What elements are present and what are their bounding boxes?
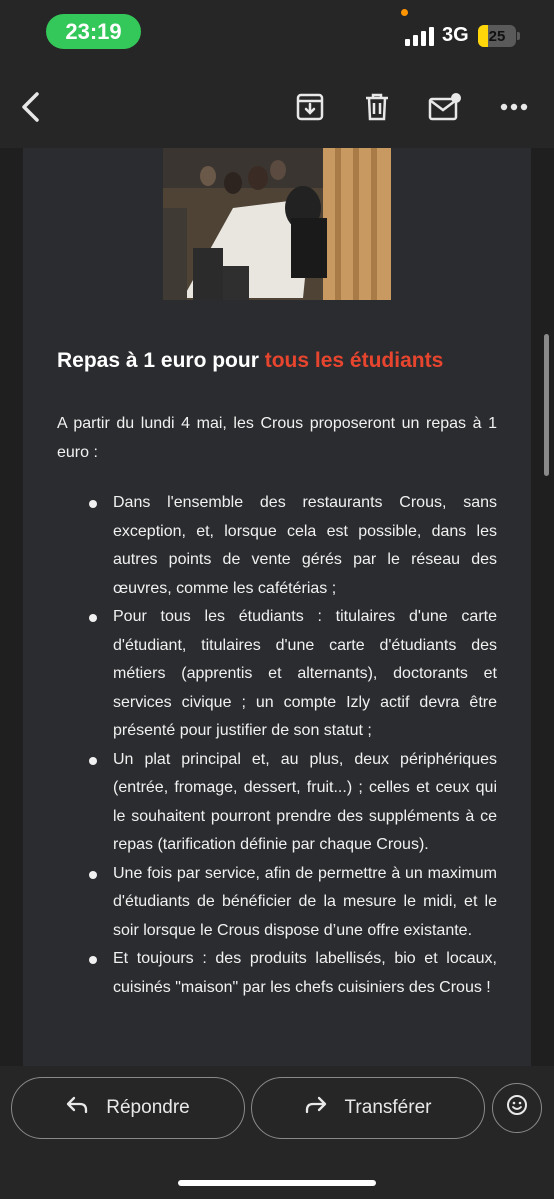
email-body: [23, 148, 531, 1066]
list-item: Une fois par service, afin de permettre à un maximum d'étudiants de bénéficier de la mesure le midi, et le soir lorsque le Crous dispose d’une offre existante.: [113, 860, 497, 946]
smiley-icon: [506, 1094, 528, 1122]
emoji-reaction-button[interactable]: [492, 1083, 542, 1133]
forward-button[interactable]: [251, 1077, 485, 1139]
list-item: Et toujours : des produits labellisés, bio et locaux, cuisinés "maison" par les chefs cuisiniers des Crous !: [113, 945, 497, 1002]
mark-unread-icon[interactable]: [425, 87, 465, 127]
scrollbar[interactable]: [544, 334, 549, 476]
bullet-list: [57, 489, 497, 1002]
bottom-action-bar: [0, 1066, 554, 1199]
forward-label: Transférer: [344, 1097, 432, 1118]
privacy-indicator-dot: [401, 9, 408, 16]
signal-strength-icon: [405, 26, 435, 46]
more-options-icon[interactable]: [494, 87, 534, 127]
battery-level: 25: [488, 27, 506, 45]
back-arrow-icon[interactable]: [11, 87, 51, 127]
email-scroll-area[interactable]: [0, 148, 554, 1066]
heading-accent: tous les étudiants: [264, 349, 444, 372]
network-type: 3G: [442, 24, 469, 46]
email-heading: [57, 349, 507, 373]
cafeteria-photo: [163, 148, 391, 300]
archive-icon[interactable]: [290, 87, 330, 127]
intro-paragraph: A partir du lundi 4 mai, les Crous proposeront un repas à 1 euro :: [57, 415, 497, 461]
heading-prefix: Repas à 1 euro pour: [57, 349, 265, 372]
reply-button[interactable]: [11, 1077, 245, 1139]
email-toolbar: [0, 66, 554, 148]
list-item: Dans l'ensemble des restaurants Crous, sans exception, et, lorsque cela est possible, dans les autres points de vente gérés par le réseau des œuvres, comme les cafétérias ;: [113, 489, 497, 603]
battery-tip: [517, 32, 520, 40]
reply-label: Répondre: [106, 1097, 190, 1118]
battery-icon: [478, 25, 516, 47]
trash-icon[interactable]: [357, 87, 397, 127]
status-bar: [0, 0, 554, 66]
status-time: 23:19: [46, 14, 141, 49]
forward-icon: [305, 1096, 327, 1120]
list-item: Un plat principal et, au plus, deux périphériques (entrée, fromage, dessert, fruit...) ; celles et ceux qui le souhaitent pourront prendre des suppléments à ce repas (tarification définie par chaque Crous).: [113, 746, 497, 860]
list-item: Pour tous les étudiants : titulaires d'une carte d'étudiant, titulaires d'une carte d'étudiants des métiers (apprentis et alternants), doctorants et services civique ; un compte Izly actif devra être présenté pour justifier de son statut ;: [113, 603, 497, 746]
email-content: [57, 410, 497, 1002]
reply-icon: [66, 1096, 88, 1120]
home-indicator[interactable]: [178, 1180, 376, 1186]
